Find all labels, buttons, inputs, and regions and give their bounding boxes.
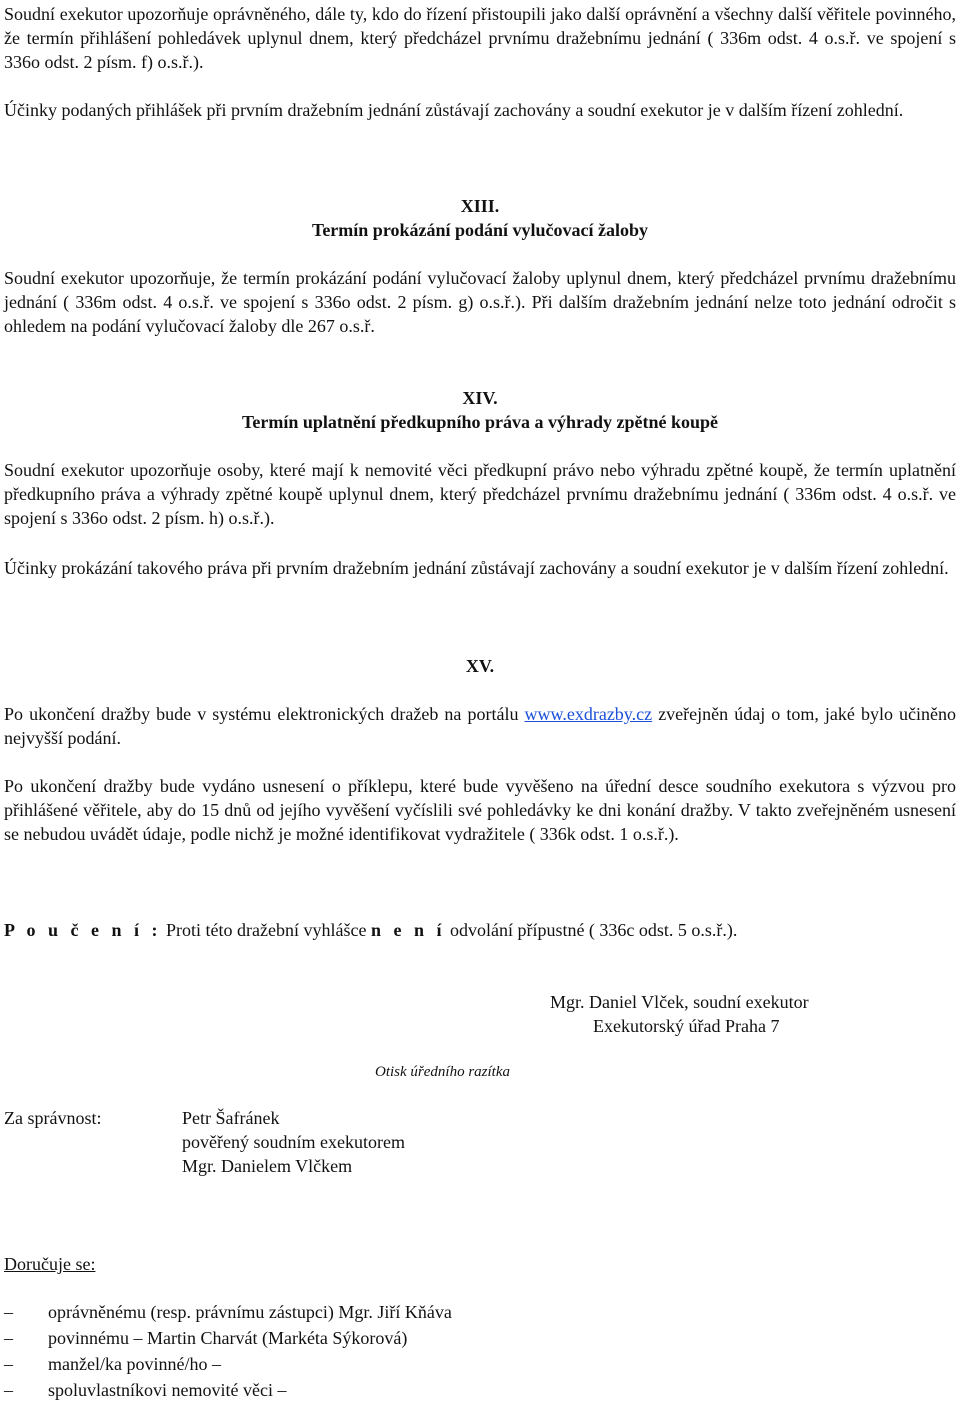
verification-label: Za správnost:: [4, 1108, 102, 1128]
pouceni-label: P o u č e n í :: [4, 920, 162, 940]
delivery-item-text: manžel/ka povinné/ho –: [48, 1354, 221, 1374]
section-15-number: XV.: [465, 656, 495, 676]
delivery-item-text: povinnému – Martin Charvát (Markéta Sýkorová): [48, 1328, 408, 1348]
exdrazby-link[interactable]: www.exdrazby.cz: [524, 704, 653, 724]
section-15-paragraph-2: Po ukončení dražby bude vydáno usnesení o příklepu, které bude vyvěšeno na úřední desce soudního exekutora s výzvou pro přihlášené věřitele, aby do 15 dnů od jejího vyvěšení vyčíslili své pohledávky ke dni konání dražby. V takto zveřejněném usnesení se nebudou uvádět údaje, podle nichž je možné identifikovat vydražitele ( 336k odst. 1 o.s.ř.).: [4, 776, 956, 844]
dash-bullet-icon: –: [4, 1302, 13, 1322]
section-15-text-before-link: Po ukončení dražby bude v systému elektronických dražeb na portálu: [4, 704, 525, 724]
signature-office: Exekutorský úřad Praha 7: [593, 1016, 780, 1036]
stamp-placeholder: Otisk úředního razítka: [375, 1064, 510, 1080]
delivery-item: [4, 1378, 286, 1402]
delivery-item: [4, 1352, 221, 1376]
dash-bullet-icon: –: [4, 1354, 13, 1374]
section-13-number: XIII.: [460, 196, 500, 216]
pouceni-paragraph: [4, 918, 956, 942]
verification-by: Mgr. Danielem Vlčkem: [182, 1156, 353, 1176]
intro-paragraph-1: Soudní exekutor upozorňuje oprávněného, dále ty, kdo do řízení přistoupili jako další oprávnění a všechny další věřitele povinného, že termín přihlášení pohledávek uplynul dnem, který předcházel prvnímu dražebnímu jednání ( 336m odst. 4 o.s.ř. ve spojení s 336o odst. 2 písm. f) o.s.ř.).: [4, 4, 956, 72]
delivery-item-text: oprávněnému (resp. právnímu zástupci) Mgr. Jiří Kňáva: [48, 1302, 452, 1322]
verification-name: Petr Šafránek: [182, 1108, 280, 1128]
intro-paragraph-2: Účinky podaných přihlášek při prvním dražebním jednání zůstávají zachovány a soudní exekutor je v dalším řízení zohlední.: [4, 100, 904, 120]
section-14-paragraph-2: Účinky prokázání takového práva při prvním dražebním jednání zůstávají zachovány a soudní exekutor je v dalším řízení zohlední.: [4, 558, 949, 578]
signature-name: Mgr. Daniel Vlček, soudní exekutor: [550, 992, 809, 1012]
section-14-number: XIV.: [462, 388, 498, 408]
section-13-paragraph: Soudní exekutor upozorňuje, že termín prokázání podání vylučovací žaloby uplynul dnem, který předcházel prvnímu dražebnímu jednání ( 336m odst. 4 o.s.ř. ve spojení s 336o odst. 2 písm. g) o.s.ř.). Při dalším dražebním jednání nelze toto jednání odročit s ohledem na podání vylučovací žaloby dle 267 o.s.ř.: [4, 268, 956, 336]
section-15-text-after-link: zveřejněn údaj o tom, jaké bylo učiněno nejvyšší podání.: [4, 704, 956, 748]
dash-bullet-icon: –: [4, 1380, 13, 1400]
dash-bullet-icon: –: [4, 1328, 13, 1348]
section-14-title: Termín uplatnění předkupního práva a výhrady zpětné koupě: [242, 412, 718, 432]
delivery-label: Doručuje se:: [4, 1254, 96, 1274]
pouceni-text-2: odvolání přípustné ( 336c odst. 5 o.s.ř.).: [445, 920, 738, 940]
pouceni-neni: n e n í: [370, 920, 446, 940]
pouceni-text-1: Proti této dražební vyhlášce: [161, 920, 371, 940]
section-13-title: Termín prokázání podání vylučovací žaloby: [311, 220, 649, 240]
verification-role: pověřený soudním exekutorem: [182, 1132, 405, 1152]
section-14-paragraph-1: Soudní exekutor upozorňuje osoby, které mají k nemovité věci předkupní právo nebo výhradu zpětné koupě, že termín uplatnění předkupního práva a výhrady zpětné koupě uplynul dnem, který předcházel prvnímu dražebnímu jednání ( 336m odst. 4 o.s.ř. ve spojení s 336o odst. 2 písm. h) o.s.ř.).: [4, 460, 956, 528]
delivery-item: [4, 1326, 407, 1350]
delivery-item-text: spoluvlastníkovi nemovité věci –: [48, 1380, 287, 1400]
delivery-item: [4, 1300, 452, 1324]
section-15-paragraph-1: [4, 702, 956, 750]
